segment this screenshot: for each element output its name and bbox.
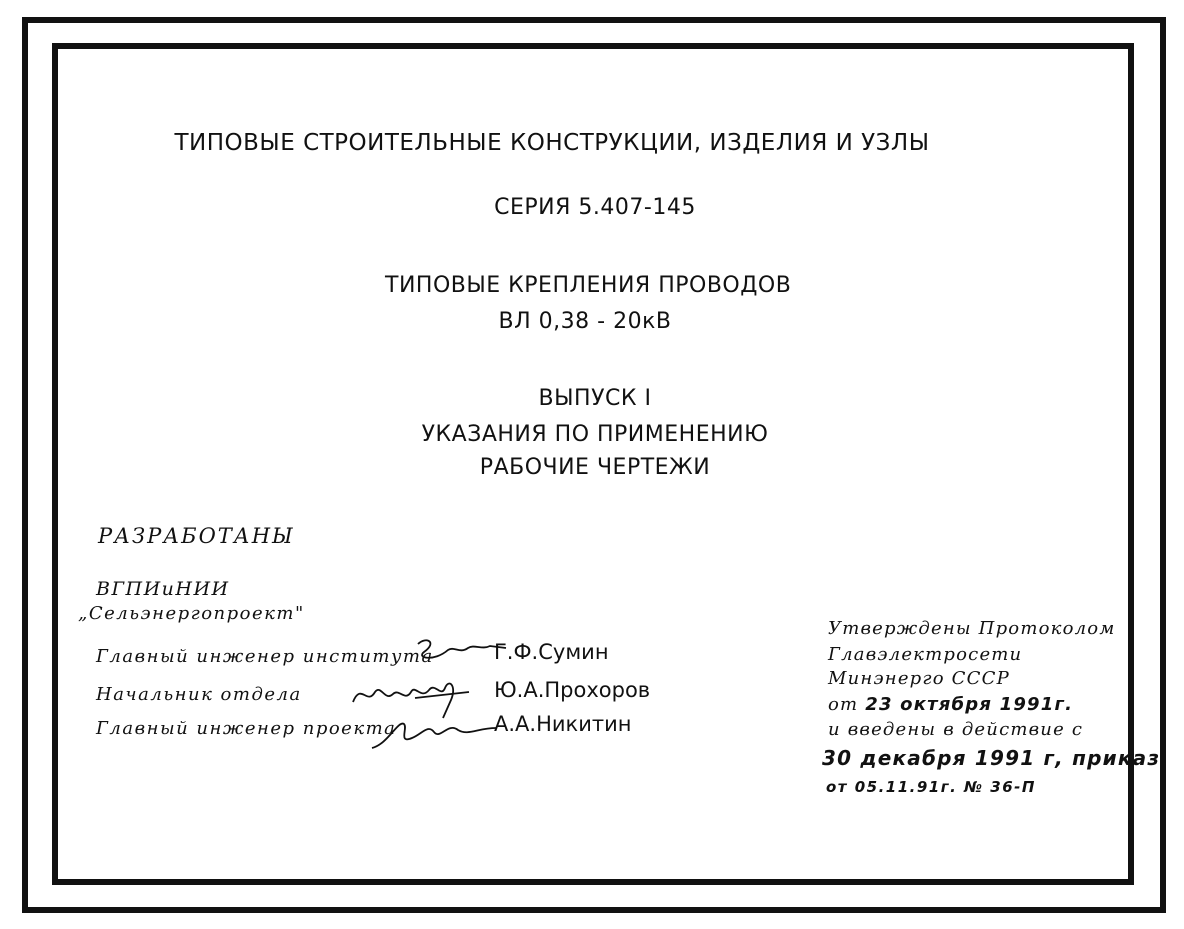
role-chief-project-engineer: Главный инженер проекта	[96, 718, 397, 739]
signature-nikitin-icon	[368, 714, 498, 754]
role-chief-engineer-institute: Главный инженер института	[96, 646, 434, 667]
approval-line-1: Утверждены Протоколом	[828, 618, 1116, 639]
order-number: от 05.11.91г. № 36-П	[826, 778, 1036, 796]
effective-date: 30 декабря 1991 г, приказ	[822, 746, 1161, 770]
title-line-2: ВЛ 0,38 - 20кВ	[498, 309, 672, 334]
header-line: ТИПОВЫЕ СТРОИТЕЛЬНЫЕ КОНСТРУКЦИИ, ИЗДЕЛИЯ И УЗЛЫ	[174, 130, 930, 156]
approval-date: 23 октября 1991г.	[865, 694, 1074, 715]
role-department-head: Начальник отдела	[96, 684, 302, 705]
approval-line-4	[828, 694, 1073, 715]
organization-name: ВГПИиНИИ	[96, 578, 230, 600]
name-nikitin: А.А.Никитин	[494, 712, 632, 736]
approval-line-4-prefix: от	[828, 694, 866, 715]
organization-subname: „Сельэнергопроект"	[78, 603, 305, 624]
approval-line-5: и введены в действие с	[828, 719, 1084, 740]
subtitle-line-1: УКАЗАНИЯ ПО ПРИМЕНЕНИЮ	[421, 422, 769, 447]
name-prokhorov: Ю.А.Прохоров	[494, 678, 651, 702]
approval-line-3: Минэнерго СССР	[828, 668, 1010, 689]
signature-sumin-icon	[412, 636, 507, 672]
developers-heading: РАЗРАБОТАНЫ	[98, 524, 295, 548]
subtitle-line-2: РАБОЧИЕ ЧЕРТЕЖИ	[479, 455, 711, 480]
series-number: СЕРИЯ 5.407-145	[494, 195, 696, 220]
name-sumin: Г.Ф.Сумин	[494, 640, 609, 664]
title-line-1: ТИПОВЫЕ КРЕПЛЕНИЯ ПРОВОДОВ	[385, 273, 792, 298]
issue-number: ВЫПУСК I	[538, 386, 652, 411]
approval-line-2: Главэлектросети	[828, 644, 1023, 665]
